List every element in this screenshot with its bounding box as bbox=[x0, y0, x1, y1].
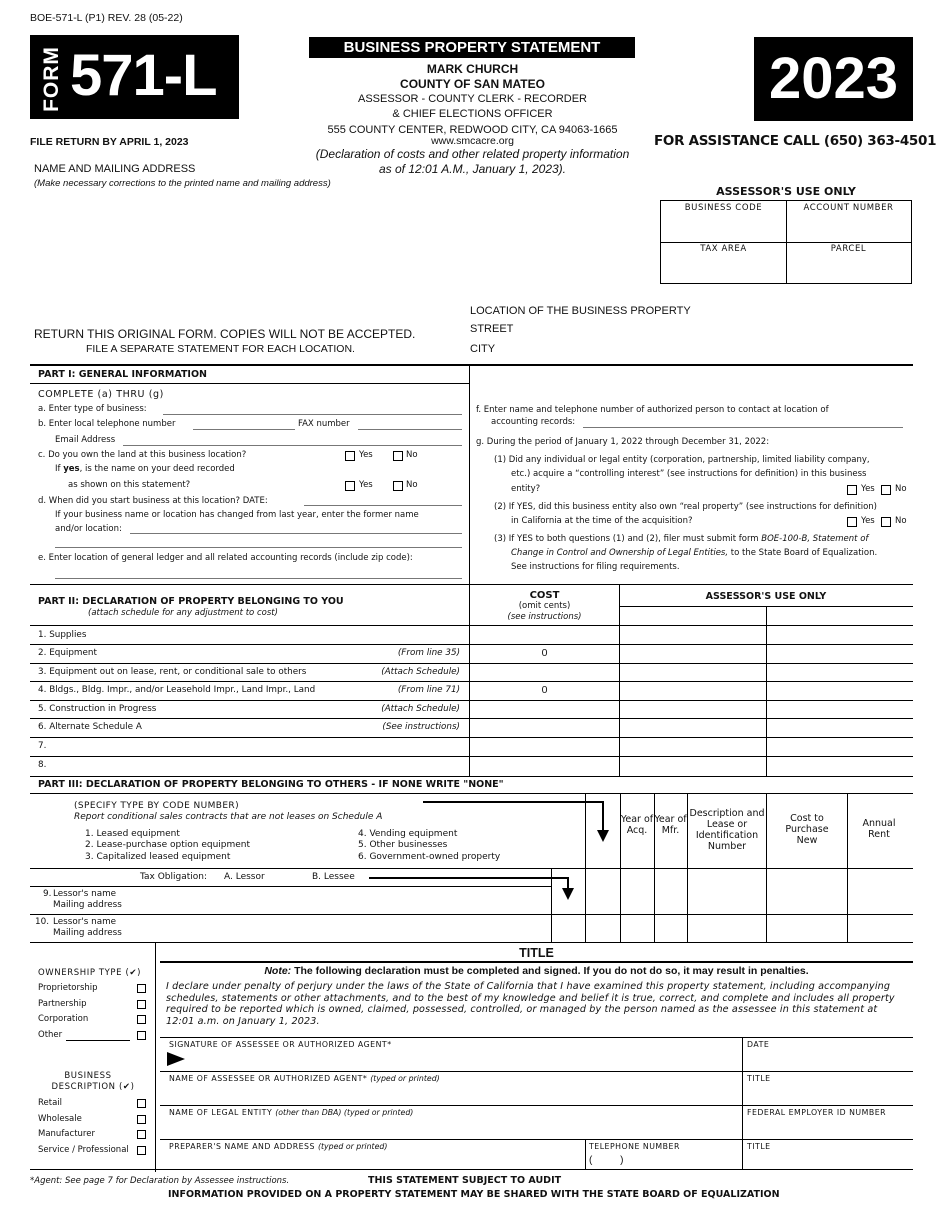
sign-here-arrow-icon bbox=[167, 1052, 185, 1066]
part2-row-divider bbox=[30, 644, 913, 645]
contact-person-label-2: accounting records: bbox=[491, 417, 576, 427]
return-original-note: RETURN THIS ORIGINAL FORM. COPIES WILL NOT BE ACCEPTED. bbox=[34, 327, 416, 341]
telephone-field[interactable]: ( ) bbox=[589, 1155, 624, 1166]
cost-label: COST bbox=[529, 590, 560, 601]
local-phone-label: b. Enter local telephone number bbox=[38, 419, 176, 429]
deed-no-label: No bbox=[406, 480, 418, 490]
declaration-date-line1: (Declaration of costs and other related property information bbox=[315, 147, 630, 161]
part2-row-label: 1. Supplies bbox=[38, 630, 87, 640]
form-code: BOE-571-L (P1) REV. 28 (05-22) bbox=[30, 12, 183, 24]
lessor-row-number: 10. bbox=[35, 917, 49, 927]
part1-complete: COMPLETE (a) THRU (g) bbox=[38, 389, 164, 400]
fax-label: FAX number bbox=[298, 419, 350, 429]
boe-sharing-note: INFORMATION PROVIDED ON A PROPERTY STATEMENT MAY BE SHARED WITH THE STATE BOARD OF EQUALIZATION bbox=[168, 1189, 780, 1200]
assessor-name: MARK CHURCH bbox=[426, 62, 519, 76]
ownership-option-label: Corporation bbox=[38, 1014, 89, 1024]
county-name: COUNTY OF SAN MATEO bbox=[400, 77, 545, 91]
account-number-label: ACCOUNT NUMBER bbox=[803, 203, 894, 213]
part2-row-note: (Attach Schedule) bbox=[381, 667, 460, 677]
form-word: FORM bbox=[40, 46, 63, 112]
agent-footnote: *Agent: See page 7 for Declaration by Assessee instructions. bbox=[30, 1176, 290, 1186]
boe-q-a: (3) If YES to both questions (1) and (2), filer must submit form bbox=[494, 534, 759, 544]
legal-entity-typed: (other than DBA) (typed or printed) bbox=[275, 1108, 414, 1117]
part2-row-divider bbox=[30, 737, 913, 738]
part2-row-label: 4. Bldgs., Bldg. Impr., and/or Leasehold Impr., Land Impr., Land bbox=[38, 685, 316, 695]
control-question-1c: entity? bbox=[511, 484, 541, 494]
declaration-date-line2: as of 12:01 A.M., January 1, 2023). bbox=[379, 162, 566, 176]
ownership-option-checkbox[interactable] bbox=[137, 1015, 146, 1024]
arrow-code-head-icon bbox=[597, 830, 609, 842]
part2-row-divider bbox=[30, 663, 913, 664]
lessor-name-label: Lessor's name bbox=[53, 917, 117, 927]
ownership-option-checkbox[interactable] bbox=[137, 1031, 146, 1040]
ownership-option-checkbox[interactable] bbox=[137, 1000, 146, 1009]
ownership-option-label: Partnership bbox=[38, 999, 87, 1009]
deed-no-checkbox[interactable] bbox=[393, 481, 403, 491]
assessor-office bbox=[300, 62, 645, 146]
former-location-label: and/or location: bbox=[55, 524, 122, 534]
part3-code-item: 4. Vending equipment bbox=[358, 829, 458, 839]
agent-name-text: NAME OF ASSESSEE OR AUTHORIZED AGENT* bbox=[169, 1074, 368, 1083]
bizdesc-option-checkbox[interactable] bbox=[137, 1115, 146, 1124]
location-city: CITY bbox=[470, 343, 496, 355]
real-property-no-label: No bbox=[895, 516, 907, 526]
part2-row-divider bbox=[30, 756, 913, 757]
part3-report: Report conditional sales contracts that are not leases on Schedule A bbox=[74, 812, 383, 822]
part2-row-label: 7. bbox=[38, 741, 47, 751]
date-field[interactable] bbox=[746, 1052, 911, 1070]
declaration-date-note bbox=[300, 147, 645, 177]
own-land-no-label: No bbox=[406, 450, 418, 460]
real-property-yes-checkbox[interactable] bbox=[847, 517, 857, 527]
parcel-label: PARCEL bbox=[830, 244, 867, 254]
former-name-label: If your business name or location has changed from last year, enter the former name bbox=[55, 510, 419, 520]
real-property-question-b: in California at the time of the acquisition? bbox=[511, 516, 693, 526]
boe-question bbox=[494, 534, 868, 544]
local-phone-field[interactable] bbox=[193, 429, 295, 430]
assessor-use-title: ASSESSOR'S USE ONLY bbox=[716, 185, 856, 198]
legal-entity-field[interactable] bbox=[167, 1120, 740, 1138]
part3-code-item: 6. Government-owned property bbox=[358, 851, 501, 862]
email-label: Email Address bbox=[55, 435, 116, 445]
control-question-1b: etc.) acquire a “controlling interest” (see instructions for definition) in this business bbox=[511, 469, 867, 479]
tax-lessee: B. Lessee bbox=[312, 872, 355, 882]
office-title: ASSESSOR - COUNTY CLERK - RECORDER bbox=[357, 93, 587, 105]
type-of-business-field[interactable] bbox=[163, 414, 462, 415]
deed-yes-label: Yes bbox=[359, 480, 373, 490]
part2-row-divider bbox=[30, 700, 913, 701]
declaration-title: TITLE bbox=[519, 946, 554, 960]
part2-row-note: (From line 35) bbox=[397, 648, 460, 658]
period-question: g. During the period of January 1, 2022 through December 31, 2022: bbox=[476, 437, 770, 447]
tax-lessor: A. Lessor bbox=[224, 872, 265, 882]
part2-row-note: (Attach Schedule) bbox=[381, 704, 460, 714]
cost-see: (see instructions) bbox=[507, 612, 582, 622]
agent-name-field[interactable] bbox=[167, 1086, 740, 1104]
col-year-acq: Year of Acq. bbox=[620, 814, 654, 836]
title-label: TITLE bbox=[747, 1074, 771, 1083]
part3-code-item: 3. Capitalized leased equipment bbox=[85, 851, 231, 862]
signature-field[interactable] bbox=[190, 1050, 740, 1070]
boe-q-b: Change in Control and Ownership of Legal Entities, bbox=[511, 548, 729, 558]
ownership-option-label: Proprietorship bbox=[38, 983, 98, 993]
contact-person-label: f. Enter name and telephone number of authorized person to contact at location of bbox=[476, 405, 829, 415]
part2-row-label: 8. bbox=[38, 760, 47, 770]
assistance-phone: FOR ASSISTANCE CALL (650) 363-4501 bbox=[654, 133, 937, 149]
assessor-use-box bbox=[660, 200, 912, 284]
boe-question-d: See instructions for filing requirements. bbox=[511, 562, 680, 572]
signature-label: SIGNATURE OF ASSESSEE OR AUTHORIZED AGENT* bbox=[169, 1040, 392, 1049]
bizdesc-option-checkbox[interactable] bbox=[137, 1130, 146, 1139]
agent-name-typed: (typed or printed) bbox=[370, 1074, 440, 1083]
control-no-label: No bbox=[895, 484, 907, 494]
control-yes-checkbox[interactable] bbox=[847, 485, 857, 495]
lessor-name-label: Lessor's name bbox=[53, 889, 117, 899]
part2-row-note: (From line 71) bbox=[397, 685, 460, 695]
arrow-tax-head-icon bbox=[562, 888, 574, 900]
part2-row-label: 5. Construction in Progress bbox=[38, 704, 157, 714]
legal-entity-label bbox=[169, 1108, 413, 1117]
own-land-question: c. Do you own the land at this business location? bbox=[38, 450, 247, 460]
bizdesc-title bbox=[38, 1071, 138, 1093]
tax-obligation-label: Tax Obligation: bbox=[140, 872, 208, 882]
real-property-question: (2) If YES, did this business entity also own “real property” (see instructions for definition) bbox=[494, 502, 877, 512]
part2-title: PART II: DECLARATION OF PROPERTY BELONGING TO YOU bbox=[38, 596, 344, 607]
real-property-no-checkbox[interactable] bbox=[881, 517, 891, 527]
deed-question-2: as shown on this statement? bbox=[68, 480, 191, 490]
preparer-label bbox=[169, 1142, 387, 1151]
bizdesc-option-label: Manufacturer bbox=[38, 1129, 95, 1139]
lessor-address-label: Mailing address bbox=[53, 900, 122, 910]
deed-question bbox=[55, 464, 235, 474]
bizdesc-title-2-row bbox=[38, 1082, 138, 1093]
part2-row-note: (See instructions) bbox=[382, 722, 460, 732]
mailing-label: NAME AND MAILING ADDRESS bbox=[34, 163, 196, 175]
ownership-title-text: OWNERSHIP TYPE bbox=[38, 968, 123, 978]
ownership-option-label: Other bbox=[38, 1030, 63, 1040]
arrow-tax-line bbox=[369, 877, 568, 879]
declaration-text: I declare under penalty of perjury under the laws of the State of California that I have examined this property statement, including accompanying schedules, statements or other attachments, and to the best of my knowledge and belief it is true, correct, and complete and includes all property required to be reported which is owned, claimed, possessed, controlled, or managed by the person named as the assessee in this statement at 12:01 a.m. on January 1, 2023. bbox=[166, 981, 895, 1027]
audit-note: THIS STATEMENT SUBJECT TO AUDIT bbox=[368, 1175, 562, 1186]
preparer-field[interactable] bbox=[167, 1153, 582, 1168]
preparer-title-field[interactable] bbox=[746, 1153, 911, 1168]
boe-q-c: to the State Board of Equalization. bbox=[730, 548, 878, 558]
arrow-code-down bbox=[602, 801, 604, 833]
telephone-label: TELEPHONE NUMBER bbox=[589, 1142, 680, 1151]
declaration-note-label: Note: bbox=[264, 965, 292, 977]
ledger-location-field[interactable] bbox=[55, 578, 462, 579]
website: www.smcacre.org bbox=[431, 135, 514, 147]
separate-statement-note: FILE A SEPARATE STATEMENT FOR EACH LOCATION. bbox=[86, 343, 355, 355]
form-banner: BUSINESS PROPERTY STATEMENT bbox=[309, 37, 635, 58]
part2-assessor-title: ASSESSOR'S USE ONLY bbox=[705, 591, 827, 602]
type-of-business-label: a. Enter type of business: bbox=[38, 404, 147, 414]
ownership-title bbox=[38, 968, 141, 978]
col-annual-rent: Annual Rent bbox=[862, 818, 896, 840]
office-title-2: & CHIEF ELECTIONS OFFICER bbox=[392, 108, 553, 120]
control-no-checkbox[interactable] bbox=[881, 485, 891, 495]
deed-q-if: If bbox=[55, 464, 61, 474]
bizdesc-option-label: Wholesale bbox=[38, 1114, 82, 1124]
deed-q-yes: yes bbox=[63, 464, 80, 474]
bizdesc-option-label: Service / Professional bbox=[38, 1145, 129, 1155]
form-number-block bbox=[30, 35, 239, 119]
part2-row-label: 6. Alternate Schedule A bbox=[38, 722, 142, 732]
preparer-title-label: TITLE bbox=[747, 1142, 771, 1151]
col-description: Description and Lease or Identification Number bbox=[689, 808, 765, 852]
ownership-option-checkbox[interactable] bbox=[137, 984, 146, 993]
lessor-row-number: 9. bbox=[43, 889, 52, 899]
preparer-text: PREPARER'S NAME AND ADDRESS bbox=[169, 1142, 315, 1151]
arrow-code-line bbox=[423, 801, 603, 803]
deed-q-rest: , is the name on your deed recorded bbox=[79, 464, 235, 474]
part3-code-item: 2. Lease-purchase option equipment bbox=[85, 840, 251, 851]
lessor-address-label: Mailing address bbox=[53, 928, 122, 938]
preparer-typed: (typed or printed) bbox=[317, 1142, 388, 1151]
part2-row-label: 3. Equipment out on lease, rent, or conditional sale to others bbox=[38, 667, 307, 677]
legal-entity-text: NAME OF LEGAL ENTITY bbox=[169, 1108, 273, 1117]
bizdesc-option-checkbox[interactable] bbox=[137, 1099, 146, 1108]
tax-area-label: TAX AREA bbox=[700, 244, 747, 254]
agent-name-label bbox=[169, 1074, 440, 1083]
other-ownership-field[interactable] bbox=[66, 1040, 130, 1041]
control-yes-label: Yes bbox=[861, 484, 875, 494]
part3-specify: (SPECIFY TYPE BY CODE NUMBER) bbox=[74, 801, 239, 811]
part2-row-label: 2. Equipment bbox=[38, 648, 97, 658]
part3-title: PART III: DECLARATION OF PROPERTY BELONGING TO OTHERS - IF NONE WRITE "NONE" bbox=[38, 779, 504, 790]
boe-question-b bbox=[511, 548, 877, 558]
file-return-date: FILE RETURN BY APRIL 1, 2023 bbox=[30, 136, 189, 148]
part1-title: PART I: GENERAL INFORMATION bbox=[38, 369, 207, 380]
office-address: 555 COUNTY CENTER, REDWOOD CITY, CA 94063-1665 bbox=[327, 124, 618, 136]
control-question-1: (1) Did any individual or legal entity (corporation, partnership, limited liability company, bbox=[494, 455, 870, 465]
own-land-yes-checkbox[interactable] bbox=[345, 451, 355, 461]
part2-row-divider bbox=[30, 681, 913, 682]
deed-yes-checkbox[interactable] bbox=[345, 481, 355, 491]
fein-label: FEDERAL EMPLOYER ID NUMBER bbox=[747, 1108, 887, 1117]
business-code-label: BUSINESS CODE bbox=[684, 203, 763, 213]
date-label: DATE bbox=[747, 1040, 770, 1049]
fein-field[interactable] bbox=[746, 1120, 911, 1138]
former-name-field[interactable] bbox=[130, 533, 462, 534]
bizdesc-title-1: BUSINESS bbox=[64, 1071, 112, 1081]
col-year-mfr: Year of Mfr. bbox=[654, 814, 687, 836]
start-date-label: d. When did you start business at this location? DATE: bbox=[38, 496, 268, 506]
part2-row-divider bbox=[30, 718, 913, 719]
fax-field[interactable] bbox=[358, 429, 462, 430]
own-land-no-checkbox[interactable] bbox=[393, 451, 403, 461]
part2-subtitle: (attach schedule for any adjustment to cost) bbox=[88, 608, 278, 618]
cost-header bbox=[470, 590, 619, 623]
boe-q-form: BOE-100-B, Statement of bbox=[761, 534, 869, 544]
ledger-location-label: e. Enter location of general ledger and all related accounting records (include zip code): bbox=[38, 553, 413, 563]
cost-omit: (omit cents) bbox=[518, 601, 571, 611]
bizdesc-option-label: Retail bbox=[38, 1098, 63, 1108]
form-number: 571-L bbox=[70, 43, 217, 108]
part3-code-item: 1. Leased equipment bbox=[85, 829, 180, 839]
bizdesc-option-checkbox[interactable] bbox=[137, 1146, 146, 1155]
own-land-yes-label: Yes bbox=[359, 450, 373, 460]
location-title: LOCATION OF THE BUSINESS PROPERTY bbox=[470, 305, 691, 317]
start-date-field[interactable] bbox=[304, 505, 462, 506]
email-field[interactable] bbox=[123, 445, 462, 446]
former-name-field-2[interactable] bbox=[55, 547, 462, 548]
bizdesc-title-2: DESCRIPTION bbox=[51, 1082, 116, 1092]
bizdesc-check: (✔) bbox=[118, 1082, 135, 1092]
title-field[interactable] bbox=[746, 1086, 911, 1104]
contact-person-field[interactable] bbox=[583, 427, 903, 428]
part3-code-item: 5. Other businesses bbox=[358, 840, 448, 851]
real-property-yes-label: Yes bbox=[861, 516, 875, 526]
location-street: STREET bbox=[470, 323, 514, 335]
part2-row-cost[interactable]: 0 bbox=[541, 684, 548, 696]
col-cost-new: Cost to Purchase New bbox=[785, 813, 829, 846]
part2-row-cost[interactable]: 0 bbox=[541, 647, 548, 659]
mailing-note: (Make necessary corrections to the printed name and mailing address) bbox=[34, 178, 331, 189]
ownership-check: (✔) bbox=[125, 968, 142, 978]
declaration-note bbox=[160, 965, 913, 977]
form-year: 2023 bbox=[754, 37, 913, 121]
declaration-note-text: The following declaration must be completed and signed. If you do not do so, it may result in penalties. bbox=[294, 965, 809, 977]
